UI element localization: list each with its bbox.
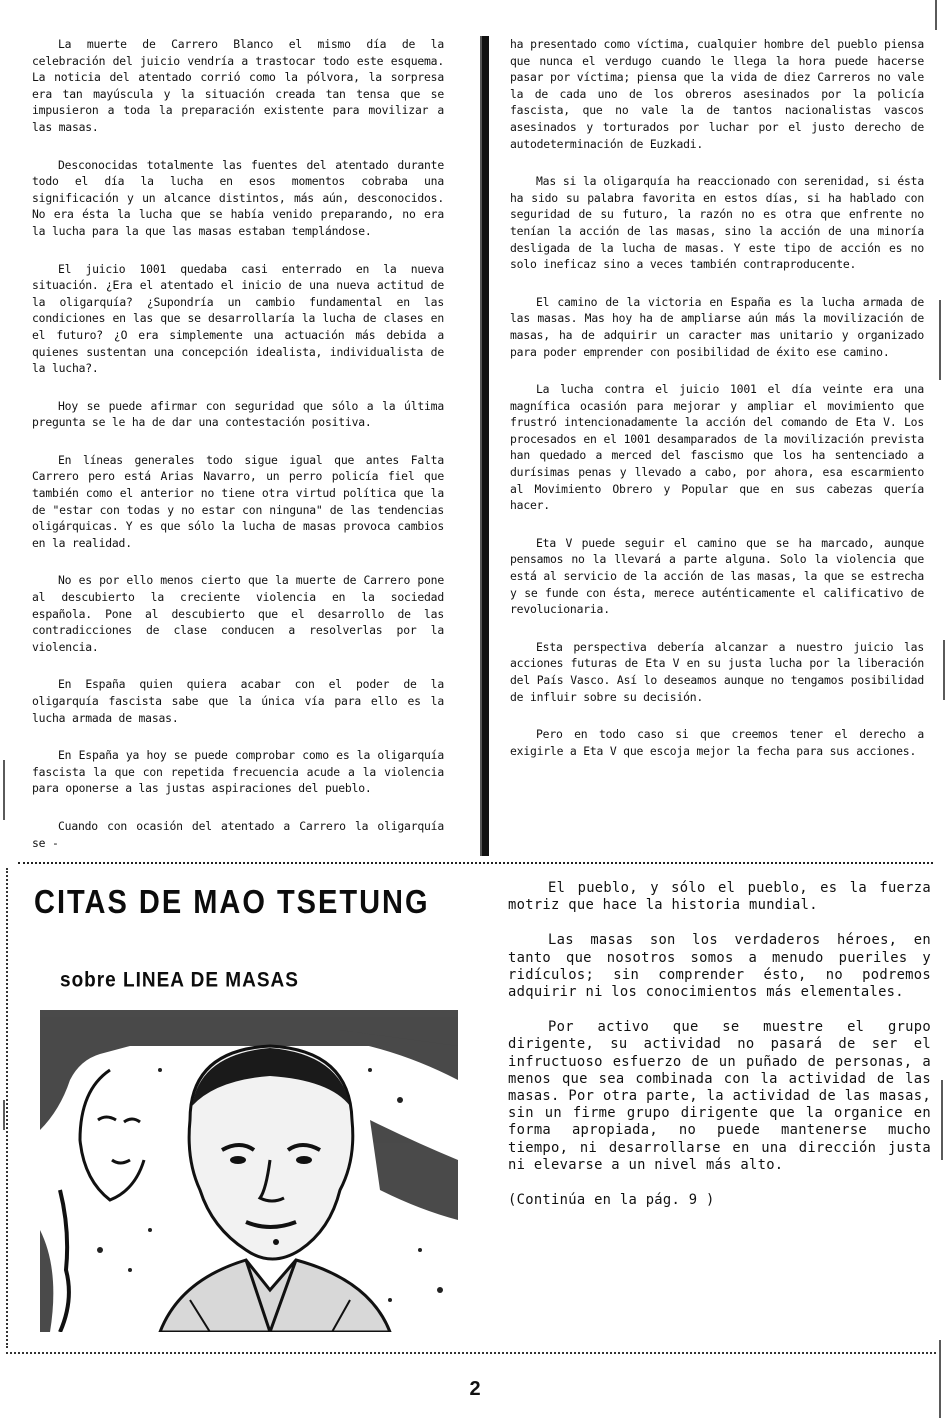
column-divider	[482, 36, 489, 856]
article-paragraph: En España quien quiera acabar con el poder de la oligarquía fascista sabe que la única vía para ello es la lucha armada de masas.	[32, 677, 444, 725]
section-separator	[18, 862, 933, 864]
article-paragraph: Esta perspectiva debería alcanzar a nuestro juicio las acciones futuras de Eta V en su justa lucha por la liberación del País Vasco. Así lo deseamos aunque no tengamos posibilidad de influir sobre su decisión.	[510, 639, 924, 704]
article-paragraph: La lucha contra el juicio 1001 el día veinte era una magnífica ocasión para mejorar y ampliar el movimiento que frustró intencionadamente la acción del comando de Eta V. Los procesados en el 1001 desamparados de la movilización prevista han quedado a merced del fascismo que los ha sentenciado a durísimas penas y llevado a cabo, por ahora, esa escarmiento al Movimiento Obrero y Popular que en sus cabezas quería hacer.	[510, 382, 924, 513]
article-paragraph: Desconocidas totalmente las fuentes del atentado durante todo el día la lucha en esos momentos cobraba una significación y un alcance distintos, más aún, desconocidos. No era ésta la lucha que se había venido preparando, no era la lucha para la que las masas estaban templándose.	[32, 157, 444, 238]
article-paragraph: Cuando con ocasión del atentado a Carrero la oligarquía se -	[32, 818, 444, 850]
quote-paragraph: Por activo que se muestre el grupo dirigente, su actividad no pasará de ser el infructuoso esfuerzo de un puñado de personas, a menos que sea combinada con la actividad de las masas. Por otra parte, la actividad de las masas, sin un firme grupo dirigente que la organice en forma apropiada, no puede mantenerse mucho tiempo, ni desarrollarse en una dirección justa ni elevarse a un nivel más alto.	[508, 1019, 931, 1173]
article-paragraph: El camino de la victoria en España es la lucha armada de las masas. Mas hoy ha de ampliarse aún más la movilización de masas, ha de adquirir un caracter mas unitario y organizado para poder emprender con posibilidad de éxito ese camino.	[510, 294, 924, 359]
article-paragraph: Mas si la oligarquía ha reaccionado con serenidad, si ésta ha sido su palabra favorita en estos días, si ha hablado con seguridad de su futuro, la razón no es otra que enfrente no tenían la acción de las masas, sino la acción de una minoría desligada de la lucha de masas. Y este tipo de acción es no solo ineficaz sino a veces también contraproducente.	[510, 174, 924, 272]
quote-paragraph: El pueblo, y sólo el pueblo, es la fuerza motriz que hace la historia mundial.	[508, 880, 931, 914]
page-number: 2	[469, 1378, 481, 1400]
article-paragraph: ha presentado como víctima, cualquier hombre del pueblo piensa que nunca el verdugo cuando le llega la hora puede hacerse pasar por víctima; piensa que la vida de diez Carreros no vale la de cada uno de los obreros asesinados por la policía fascista, que no vale la de tantos nacionalistas vascos asesinados y torturados por luchar por el justo derecho de autodeterminación de Euzkadi.	[510, 37, 924, 151]
box-bottom-border	[6, 1352, 936, 1354]
article-left-column	[32, 36, 444, 872]
continued-note: (Continúa en la pág. 9 )	[508, 1192, 715, 1209]
article-paragraph: La muerte de Carrero Blanco el mismo día de la celebración del juicio vendría a trastocar todo este esquema. La noticia del atentado corrió como la pólvora, la sorpresa era tan mayúscula y la situación creada tan tensa que se impusieron a toda la preparación existente para movilizar a las masas.	[32, 37, 444, 134]
portrait-photo	[40, 1010, 458, 1332]
article-paragraph: Hoy se puede afirmar con seguridad que sólo a la última pregunta se le ha de dar una contestación positiva.	[32, 398, 444, 430]
article-paragraph: El juicio 1001 quedaba casi enterrado en la nueva situación. ¿Era el atentado el inicio de una nueva actitud de la oligarquía? ¿Supondría un cambio fundamental en las condiciones en las que se desarrollaría la lucha de clases en el futuro? ¿O era simplemente una actuación más debida a quienes sustentan una concepción idealista, individualista de la lucha?.	[32, 261, 444, 376]
article-paragraph: En líneas generales todo sigue igual que antes Falta Carrero pero está Arias Navarro, un perro policía fiel que también como el anterior no tiene otra virtud política que la de "estar con todas y no estar con ninguna" de las tendencias oligárquicas. Y es que sólo la lucha de masas provoca cambios en la realidad.	[32, 452, 444, 550]
quote-paragraph: Las masas son los verdaderos héroes, en tanto que nosotros somos a menudo pueriles y ridículos; sin comprender ésto, no podremos adquirir ni los conocimientos más elementales.	[508, 932, 931, 1001]
quotes-title: CITAS DE MAO TSETUNG	[34, 884, 430, 921]
article-right-column	[510, 36, 924, 780]
article-paragraph: Pero en todo caso si que creemos tener el derecho a exigirle a Eta V que escoja mejor la fecha para sus acciones.	[510, 727, 924, 758]
article-paragraph: No es por ello menos cierto que la muerte de Carrero pone al descubierto la creciente violencia en la sociedad española. Pone al descubierto que el desarrollo de las contradicciones de clase conducen a resolverlas por la violencia.	[32, 573, 444, 654]
article-paragraph: En España ya hoy se puede comprobar como es la oligarquía fascista la que con repetida frecuencia acude a la violencia para oponerse a las justas aspiraciones del pueblo.	[32, 748, 444, 796]
article-paragraph: Eta V puede seguir el camino que se ha marcado, aunque pensamos no la llevará a parte alguna. Solo la violencia que está al servicio de la acción de las masas, la que se estrecha y se funde con ésta, merece auténticamente el calificativo de revolucionaria.	[510, 535, 924, 617]
quotes-text	[508, 880, 931, 1227]
quotes-subtitle: sobre LINEA DE MASAS	[60, 969, 299, 993]
box-left-border	[6, 868, 8, 1348]
